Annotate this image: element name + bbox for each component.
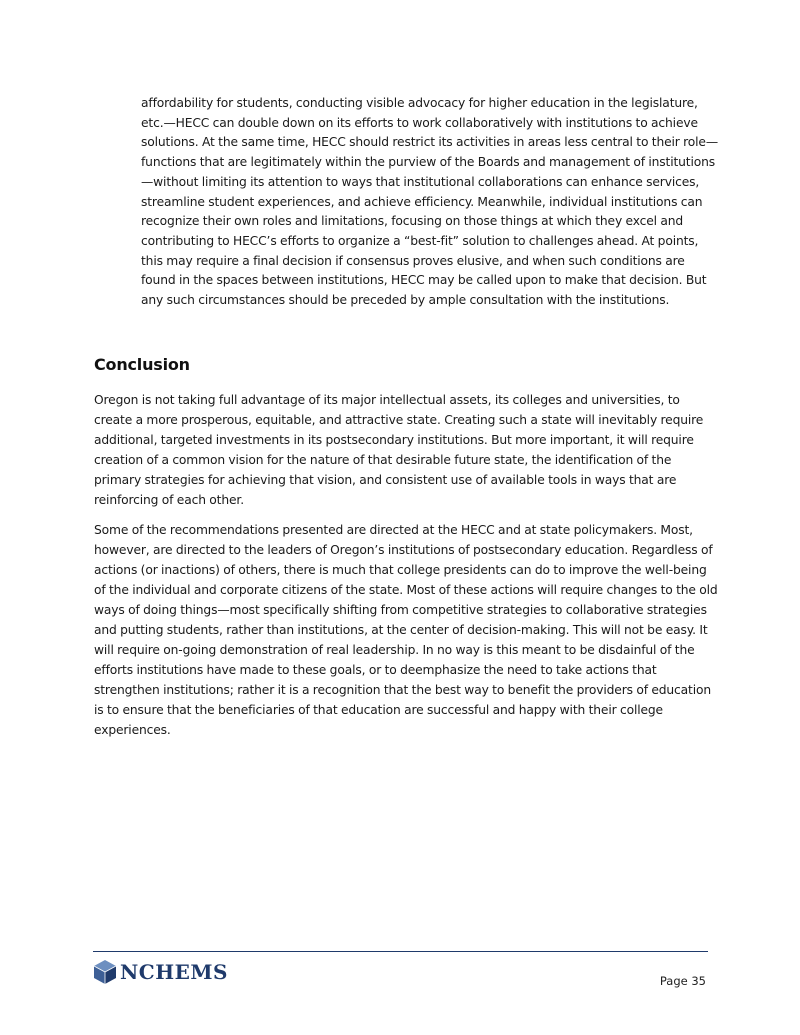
cube-icon (93, 959, 117, 985)
conclusion-paragraph-1: Oregon is not taking full advantage of its major intellectual assets, its colleges and universities, to create a more prosperous, equitable, and attractive state. Creating such a state will inevitably require additional, targeted investments in its postsecondary institutions. But more important, it will require creation of a common vision for the nature of that desirable future state, the identification of the primary strategies for achieving that vision, and consistent use of available tools in ways that are reinforcing of each other. (94, 393, 704, 507)
continued-paragraph: affordability for students, conducting visible advocacy for higher education in the legislature, etc.—HECC can double down on its efforts to work collaboratively with institutions to achieve solutions. At the same time, HECC should restrict its activities in areas less central to their role—functions that are legitimately within the purview of the Boards and management of institutions—without limiting its attention to ways that institutional collaborations can enhance services, streamline student experiences, and achieve efficiency. Meanwhile, individual institutions can recognize their own roles and limitations, focusing on those things at which they excel and contributing to HECC’s efforts to organize a “best-fit” solution to challenges ahead. At points, this may require a final decision if consensus proves elusive, and when such conditions are found in the spaces between institutions, HECC may be called upon to make that decision. But any such circumstances should be preceded by ample consultation with the institutions. (141, 96, 718, 308)
footer-divider (93, 951, 708, 952)
page-number: Page 35 (659, 974, 706, 988)
conclusion-body (94, 391, 719, 751)
continued-paragraph-block (141, 94, 721, 311)
conclusion-paragraph-2: Some of the recommendations presented are directed at the HECC and at state policymakers. Most, however, are directed to the leaders of Oregon’s institutions of postsecondary education. Regardless of actions (or inactions) of others, there is much that college presidents can do to improve the well-being of the individual and corporate citizens of the state. Most of these actions will require changes to the old ways of doing things—most specifically shifting from competitive strategies to collaborative strategies and putting students, rather than institutions, at the center of decision-making. This will not be easy. It will require on-going demonstration of real leadership. In no way is this meant to be disdainful of the efforts institutions have made to these goals, or to deemphasize the need to take actions that strengthen institutions; rather it is a recognition that the best way to benefit the providers of education is to ensure that the beneficiaries of that education are successful and happy with their college experiences. (94, 523, 718, 737)
nchems-logo (93, 958, 228, 986)
logo-wordmark: NCHEMS (120, 960, 228, 984)
section-heading-conclusion: Conclusion (94, 355, 190, 374)
